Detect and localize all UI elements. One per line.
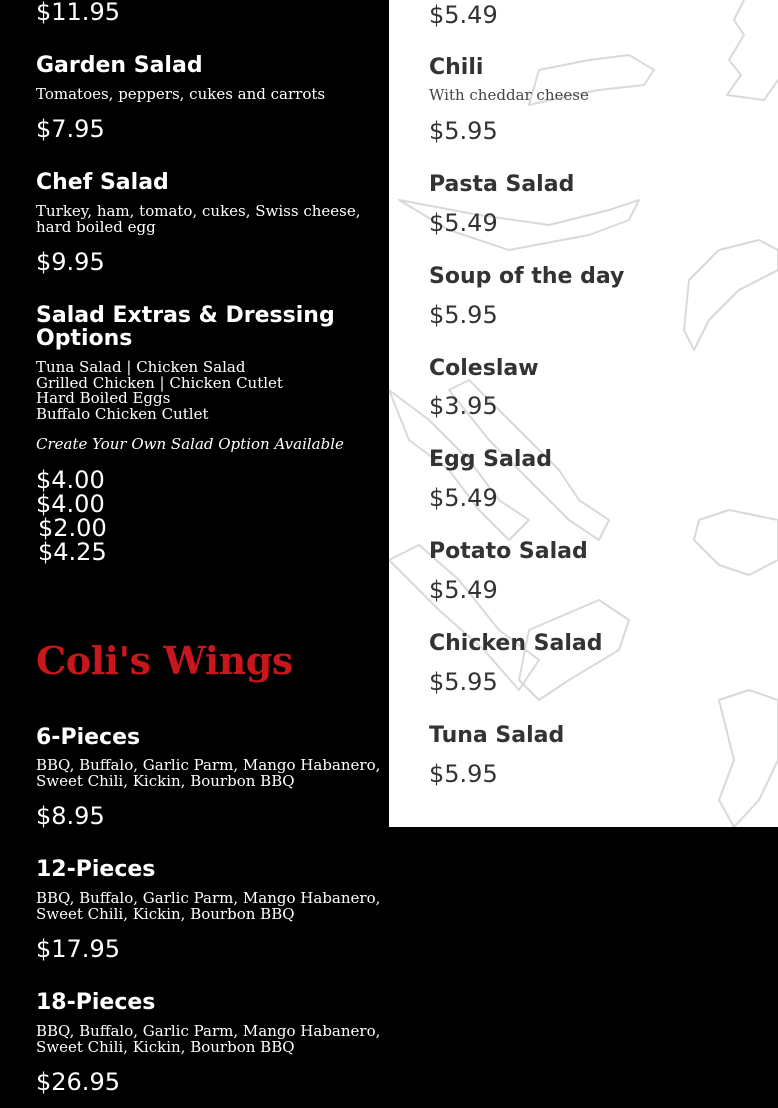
wings-desc-line: BBQ, Buffalo, Garlic Parm, Mango Habanero, — [36, 889, 381, 907]
chili-title: Chili — [429, 55, 484, 80]
extras-price: $2.00 — [38, 514, 107, 542]
extras-line: Tuna Salad | Chicken Salad — [36, 358, 246, 376]
wings-desc-line: BBQ, Buffalo, Garlic Parm, Mango Habanero, — [36, 756, 381, 774]
chef-desc-line: hard boiled egg — [36, 217, 156, 236]
wings-6-price: $8.95 — [36, 802, 105, 830]
wings-desc-line: Sweet Chili, Kickin, Bourbon BBQ — [36, 904, 295, 923]
extras-line: Hard Boiled Eggs — [36, 389, 171, 407]
wings-12-title: 12-Pieces — [36, 857, 156, 882]
price-top: $5.49 — [429, 1, 498, 29]
garden-salad-desc: Tomatoes, peppers, cukes and carrots — [36, 85, 326, 103]
extras-line: Buffalo Chicken Cutlet — [36, 404, 209, 423]
wings-desc-line: Sweet Chili, Kickin, Bourbon BBQ — [36, 771, 295, 790]
extras-list — [36, 360, 283, 422]
pasta-salad-price: $5.49 — [429, 209, 498, 237]
potato-salad-price: $5.49 — [429, 576, 498, 604]
garden-salad-title: Garden Salad — [36, 53, 203, 78]
wings-desc-line: Sweet Chili, Kickin, Bourbon BBQ — [36, 1037, 295, 1056]
chef-salad-title: Chef Salad — [36, 170, 169, 195]
potato-salad-title: Potato Salad — [429, 539, 588, 564]
coleslaw-title: Coleslaw — [429, 356, 539, 381]
price-top: $11.95 — [36, 0, 120, 26]
garden-salad-price: $7.95 — [36, 115, 105, 143]
chili-desc: With cheddar cheese — [429, 86, 589, 104]
extras-title-line: Options — [36, 326, 133, 351]
pasta-salad-title: Pasta Salad — [429, 172, 575, 197]
extras-line: Grilled Chicken | Chicken Cutlet — [36, 373, 283, 392]
fry-decoration — [694, 510, 778, 575]
chili-price: $5.95 — [429, 117, 498, 145]
wings-6-title: 6-Pieces — [36, 725, 141, 750]
wings-heading: Coli's Wings — [36, 638, 293, 683]
extras-price: $4.00 — [36, 490, 105, 518]
coleslaw-price: $3.95 — [429, 392, 498, 420]
extras-note: Create Your Own Salad Option Available — [36, 435, 344, 453]
wings-18-desc — [36, 1024, 380, 1055]
wings-12-price: $17.95 — [36, 935, 120, 963]
chicken-salad-price: $5.95 — [429, 668, 498, 696]
wings-18-price: $26.95 — [36, 1068, 120, 1096]
chef-salad-price: $9.95 — [36, 248, 105, 276]
fry-decoration — [727, 0, 778, 100]
wings-18-title: 18-Pieces — [36, 990, 156, 1015]
fry-decoration — [719, 690, 778, 827]
wings-desc-line: BBQ, Buffalo, Garlic Parm, Mango Habanero, — [36, 1022, 381, 1040]
chef-desc-line: Turkey, ham, tomato, cukes, Swiss cheese, — [36, 202, 361, 220]
soup-price: $5.95 — [429, 301, 498, 329]
soup-title: Soup of the day — [429, 264, 625, 289]
tuna-salad-title: Tuna Salad — [429, 723, 565, 748]
fry-decoration — [684, 240, 778, 350]
extras-title — [36, 304, 335, 350]
chicken-salad-title: Chicken Salad — [429, 631, 603, 656]
egg-salad-price: $5.49 — [429, 484, 498, 512]
extras-title-line: Salad Extras & Dressing — [36, 303, 335, 328]
chef-salad-desc — [36, 204, 361, 235]
extras-price: $4.00 — [36, 466, 105, 494]
wings-12-desc — [36, 891, 380, 922]
right-column — [389, 0, 778, 827]
wings-6-desc — [36, 758, 380, 789]
extras-price: $4.25 — [38, 538, 107, 566]
egg-salad-title: Egg Salad — [429, 447, 553, 472]
tuna-salad-price: $5.95 — [429, 760, 498, 788]
